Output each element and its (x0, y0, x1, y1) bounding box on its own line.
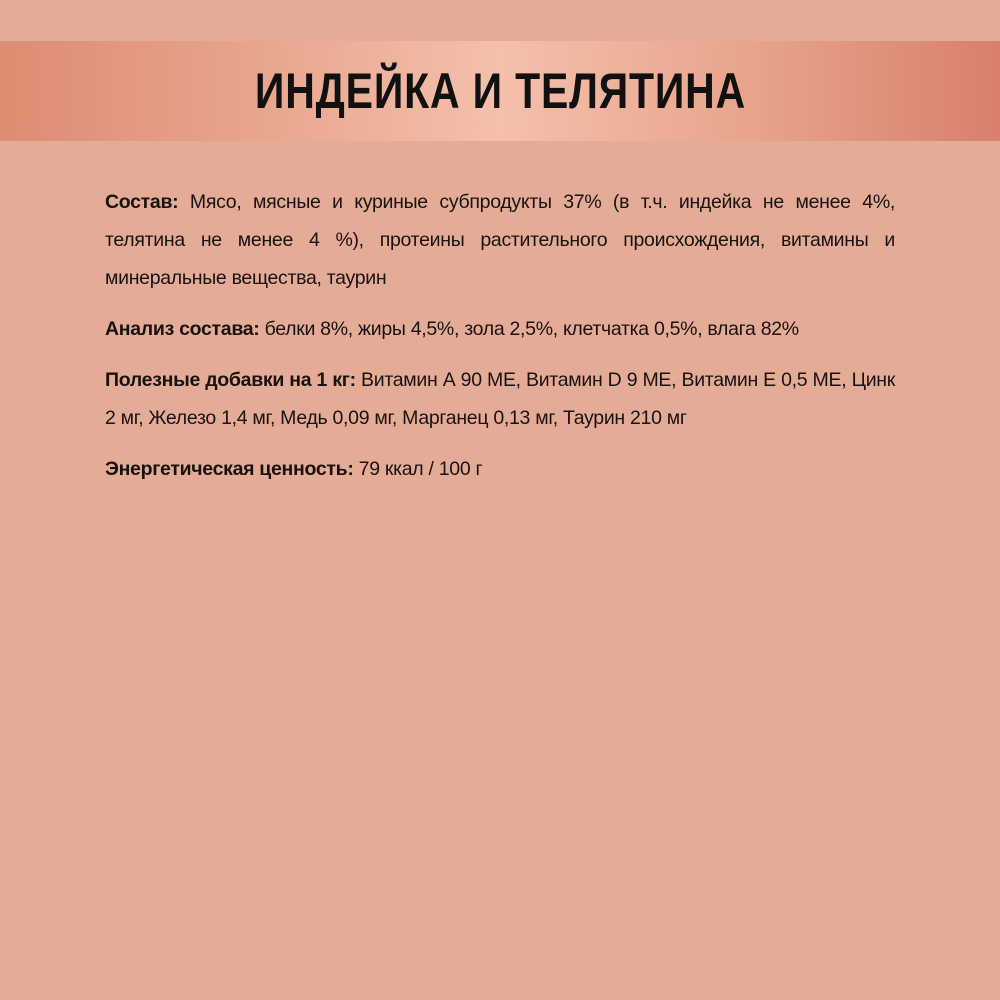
analysis-label: Анализ состава: (105, 318, 260, 340)
composition-paragraph (105, 183, 895, 297)
analysis-paragraph (105, 310, 895, 348)
energy-label: Энергетическая ценность: (105, 458, 354, 480)
energy-text: 79 ккал / 100 г (353, 458, 483, 480)
analysis-text: белки 8%, жиры 4,5%, зола 2,5%, клетчатка 0,5%, влага 82% (259, 318, 799, 340)
energy-paragraph (105, 450, 895, 488)
additives-text: Витамин А 90 МЕ, Витамин D 9 МЕ, Витамин Е 0,5 МЕ, Цинк 2 мг, Железо 1,4 мг, Медь 0,09 мг, Марганец 0,13 мг, Таурин 210 мг (105, 369, 895, 429)
additives-paragraph (105, 361, 895, 437)
additives-label: Полезные добавки на 1 кг: (105, 369, 356, 391)
composition-label: Состав: (105, 191, 179, 213)
product-info (105, 183, 895, 501)
page-title: ИНДЕЙКА И ТЕЛЯТИНА (254, 63, 746, 119)
composition-text: Мясо, мясные и куриные субпродукты 37% (в т.ч. индейка не менее 4%, телятина не менее 4 %), протеины растительного происхождения, витамины и минеральные вещества, таурин (105, 191, 895, 289)
title-banner (0, 41, 1000, 141)
